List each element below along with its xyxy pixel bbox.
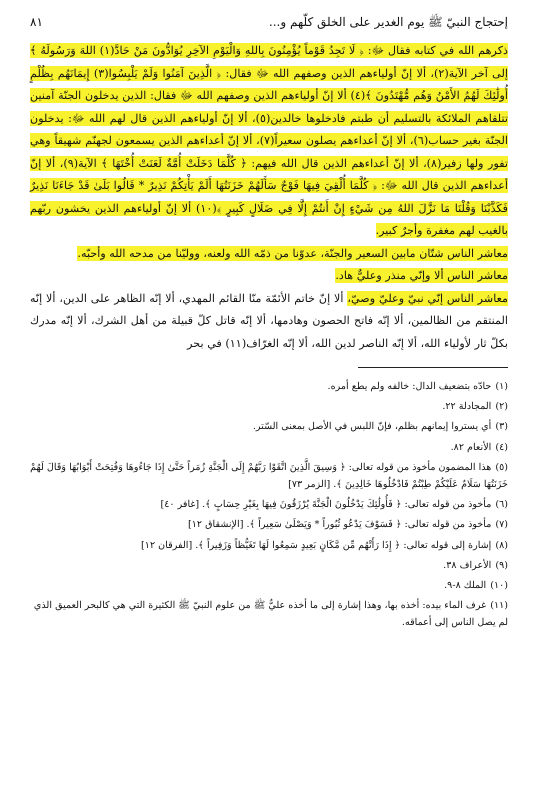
footnote	[30, 537, 508, 554]
footnotes	[30, 378, 508, 632]
footnote-text: الملك ٨-٩.	[444, 580, 487, 592]
footnote	[30, 459, 508, 493]
footnote-separator	[358, 367, 508, 368]
paragraph-2	[30, 243, 508, 266]
paragraph-text: ألا إنّ خاتم الأئمّة منّا القائم المهدي، ألا إنّه الظاهر على الدين، ألا إنّه المنتقم من الظالمين، ألا إنّه فاتح الحصون وهادمها، ألا إنّه قاتل كلّ قبيلة من أهل الشرك، ألا إنّه مدرك بكلّ ثار لأولياء الله، ألا إنّه الناصر لدين الله، ألا إنّه الغرّاف(١١) في بحر	[30, 291, 508, 350]
footnote-text: الأنعام ٨٢.	[450, 441, 492, 453]
footnote-text: حادّه بتضعيف الدال: خالفه ولم يطع أمره.	[327, 381, 492, 392]
highlighted-text: معاشر الناس شتّان مابين السعير والجنّة، عدوّنا من ذمّه الله ولعنه، ووليّنا من مدحه الله وأحبّه.	[77, 246, 508, 260]
paragraph-4	[30, 288, 508, 356]
footnote-text: إشارة إلى قوله تعالى: ﴿ إِذَا رَأَتْهُم مِّن مَّكَانٍ بَعِيدٍ سَمِعُوا لَهَا تَغَيُّظاً وَزَفِيراً ﴾. [الفرقان ١٢]	[141, 539, 492, 551]
footnote-text: غرف الماء بيده: أخذه بها، وهذا إشارة إلى ما أخذه عليٌّ ﷺ من علوم النبيّ ﷺ الكثيرة التي هي كالبحر العميق الذي لم يصل الناس إلى أعماقه.	[33, 600, 508, 629]
footnote-number: (٤)	[495, 441, 508, 453]
highlighted-lead: معاشر الناس إنّي نبيّ وعليّ وصيّ،	[347, 291, 509, 305]
footnote-number: (٢)	[495, 401, 508, 413]
footnote-number: (٧)	[495, 519, 508, 531]
footnote-number: (١٠)	[490, 580, 508, 592]
footnote	[30, 439, 508, 456]
footnote	[30, 516, 508, 533]
footnote	[30, 577, 508, 594]
footnote-text: المجادلة ٢٢.	[442, 401, 492, 413]
footnote-text: مأخوذ من قوله تعالى: ﴿ فَسَوْفَ يَدْعُو ثُبُوراً * وَيَصْلَىٰ سَعِيراً ﴾. [الإنشقاق ١٢]	[188, 519, 492, 531]
footnote	[30, 557, 508, 574]
footnote	[30, 378, 508, 395]
footnote-text: هذا المضمون مأخوذ من قوله تعالى: ﴿ وَسِيقَ الَّذِينَ اتَّقَوْا رَبَّهُمْ إِلَى الْجَنَّةِ زُمَراً حَتَّىٰ إِذَا جَاءُوهَا وَفُتِحَتْ أَبْوَابُهَا وَقَالَ لَهُمْ خَزَنَتُهَا سَلَامٌ عَلَيْكُمْ طِبْتُمْ فَادْخُلُوهَا خَالِدِينَ ﴾. [الزمر ٧٣]	[30, 461, 508, 491]
paragraph-3	[30, 265, 508, 288]
highlighted-text: معاشر الناس ألا وإنّي منذر وعليٌّ هاد.	[335, 269, 508, 282]
footnote-number: (٣)	[495, 421, 508, 433]
footnote	[30, 496, 508, 513]
footnote-number: (٦)	[495, 499, 508, 511]
footnote-number: (٩)	[495, 559, 508, 571]
footnote	[30, 418, 508, 435]
footnote-number: (١)	[495, 381, 508, 392]
footnote	[30, 398, 508, 415]
footnote-number: (٥)	[495, 461, 508, 473]
page-number: ٨١	[30, 15, 43, 29]
footnote-number: (٨)	[495, 539, 508, 551]
paragraph-1	[30, 40, 508, 243]
main-text	[30, 40, 508, 355]
highlighted-text: ذكرهم الله في كتابه فقال ﷻ: ﴿ لَا تَجِدُ قَوْماً يُؤْمِنُونَ بِاللهِ وَالْيَوْمِ الآخِرِ يُوَادُّونَ مَنْ حَادَّ(١) اللهَ وَرَسُولَهُ ﴾ إلى آخر الآية(٢)، ألا إنّ أولياءهم الذين وصفهم الله ﷻ فقال: ﴿ الَّذِينَ آمَنُوا وَلَمْ يَلْبِسُوا(٣) إِيمَانَهُم بِظُلْمٍ أُولَٰئِكَ لَهُمُ الأَمْنُ وَهُم مُّهْتَدُونَ ﴾(٤) ألا إنّ أولياءهم الذين وصفهم الله ﷻ فقال: الذين يدخلون الجنّة آمنين تتلقاهم الملائكة بالتسليم أن طبتم فادخلوها خالدين(٥)، ألا إنّ أولياءهم الذين قال لهم الله ﷻ: يدخلون الجنّة بغير حساب(٦)، ألا إنّ أعداءهم يصلون سعيراً(٧)، ألا إنّ أعداءهم الذين يسمعون لجهنّم شهيقاً وهي تفور ولها زفير(٨)، ألا إنّ أعداءهم الذين قال الله فيهم: ﴿ كُلَّمَا دَخَلَتْ أُمَّةٌ لَعَنَتْ أُخْتَهَا ﴾ الآية(٩)، ألا إنّ أعداءهم الذين قال الله ﷻ: ﴿ كُلَّمَا أُلْقِيَ فِيهَا فَوْجٌ سَأَلَهُمْ خَزَنَتُهَا أَلَمْ يَأْتِكُمْ نَذِيرٌ * قَالُوا بَلَىٰ قَدْ جَاءَنَا نَذِيرٌ فَكَذَّبْنَا وَقُلْنَا مَا نَزَّلَ اللهُ مِن شَيْءٍ إِنْ أَنتُمْ إِلَّا فِي ضَلَالٍ كَبِيرٍ ﴾(١٠) ألا إنّ أولياءهم الذين يخشون ربّهم بالغيب لهم مغفرة وأجرٌ كبير.	[30, 44, 509, 237]
footnote-text: أي يستروا إيمانهم بظلم، فإنّ اللبس في الأصل بمعنى السّتر.	[252, 421, 492, 433]
header-title: إحتجاج النبيّ ﷺ يوم الغدير على الخلق كلّهم و...	[268, 15, 508, 29]
running-header	[30, 14, 508, 32]
footnote	[30, 597, 508, 631]
footnote-text: مأخوذ من قوله تعالى: ﴿ فَأُولَٰئِكَ يَدْخُلُونَ الْجَنَّةَ يُرْزَقُونَ فِيهَا بِغَيْرِ حِسَابٍ ﴾. [غافر ٤٠]	[160, 499, 492, 511]
footnote-text: الأعراف ٣٨.	[443, 559, 492, 571]
footnote-number: (١١)	[490, 600, 508, 612]
